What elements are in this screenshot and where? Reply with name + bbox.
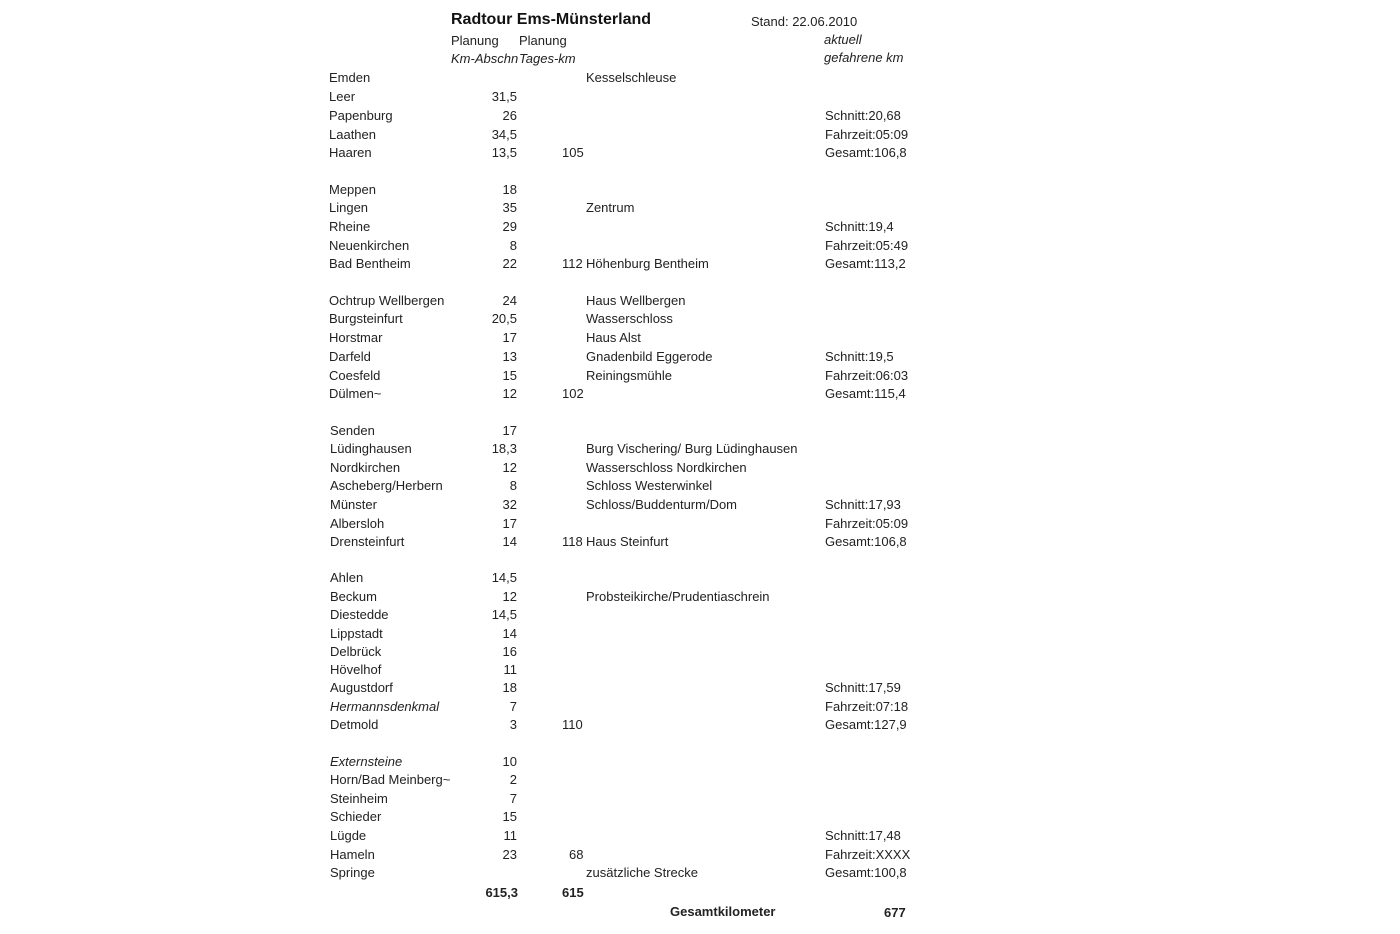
km-abschnitt: 26 xyxy=(502,108,517,123)
ride-stat: Gesamt:127,9 xyxy=(825,717,907,732)
km-abschnitt: 14,5 xyxy=(491,570,517,585)
km-abschnitt: 17 xyxy=(502,330,517,345)
place-name: Delbrück xyxy=(330,644,382,659)
sight-note: Wasserschloss Nordkirchen xyxy=(586,460,747,475)
place-name: Rheine xyxy=(329,219,371,234)
ride-stat: Schnitt:17,48 xyxy=(825,828,901,843)
place-name: Horstmar xyxy=(329,330,383,345)
km-abschnitt: 10 xyxy=(502,754,517,769)
ride-stat: Fahrzeit:XXXX xyxy=(825,847,911,862)
km-abschnitt: 14,5 xyxy=(491,607,517,622)
km-abschnitt: 12 xyxy=(502,460,517,475)
km-abschnitt: 18 xyxy=(502,182,517,197)
place-name: Senden xyxy=(330,423,375,438)
sight-note: Schloss/Buddenturm/Dom xyxy=(586,497,738,512)
ride-stat: Gesamt:106,8 xyxy=(825,145,907,160)
sight-note: Haus Steinfurt xyxy=(586,534,669,549)
sight-note: zusätzliche Strecke xyxy=(586,865,698,880)
place-name: Externsteine xyxy=(330,754,403,769)
tages-km: 102 xyxy=(562,386,584,401)
ride-stat: Fahrzeit:06:03 xyxy=(825,368,909,383)
km-abschnitt: 8 xyxy=(509,238,517,253)
tages-km: 105 xyxy=(562,145,584,160)
km-abschnitt: 35 xyxy=(502,200,517,215)
place-name: Detmold xyxy=(330,717,379,732)
ride-stat: Gesamt:106,8 xyxy=(825,534,907,549)
km-abschnitt: 12 xyxy=(502,589,517,604)
ride-stat: Schnitt:19,4 xyxy=(825,219,894,234)
gesamtkilometer-value: 677 xyxy=(884,905,906,920)
km-abschnitt: 29 xyxy=(502,219,517,234)
col-header-tages-km: Tages-km xyxy=(519,51,576,66)
km-abschnitt: 32 xyxy=(502,497,517,512)
place-name: Laathen xyxy=(329,127,376,142)
ride-stat: Schnitt:17,93 xyxy=(825,497,901,512)
km-abschnitt: 24 xyxy=(502,293,517,308)
km-abschnitt: 18 xyxy=(502,680,517,695)
place-name: Haaren xyxy=(329,145,372,160)
sight-note: Haus Alst xyxy=(586,330,641,345)
place-name: Horn/Bad Meinberg~ xyxy=(330,772,451,787)
ride-stat: Gesamt:100,8 xyxy=(825,865,907,880)
km-abschnitt: 14 xyxy=(502,626,517,641)
tages-km: 110 xyxy=(562,717,583,732)
place-name: Nordkirchen xyxy=(330,460,401,475)
place-name: Meppen xyxy=(329,182,376,197)
place-name: Bad Bentheim xyxy=(329,256,411,271)
place-name: Leer xyxy=(329,89,356,104)
km-abschnitt: 12 xyxy=(502,386,517,401)
place-name: Burgsteinfurt xyxy=(329,311,403,326)
tages-km: 118 xyxy=(562,534,583,549)
km-abschnitt: 13,5 xyxy=(491,145,517,160)
km-abschnitt: 7 xyxy=(509,699,517,714)
km-abschnitt: 8 xyxy=(509,478,517,493)
place-name: Steinheim xyxy=(330,791,388,806)
place-name: Drensteinfurt xyxy=(330,534,405,549)
tages-km: 68 xyxy=(569,847,584,862)
km-abschnitt: 22 xyxy=(502,256,517,271)
km-abschnitt: 13 xyxy=(502,349,517,364)
sight-note: Höhenburg Bentheim xyxy=(586,256,709,271)
place-name: Schieder xyxy=(330,809,382,824)
sight-note: Kesselschleuse xyxy=(586,70,677,85)
place-name: Lingen xyxy=(329,200,369,215)
km-abschnitt: 17 xyxy=(502,516,517,531)
total-tages-km: 615 xyxy=(562,885,584,900)
ride-stat: Fahrzeit:05:09 xyxy=(825,127,909,142)
place-name: Diestedde xyxy=(330,607,389,622)
sight-note: Wasserschloss xyxy=(586,311,673,326)
km-abschnitt: 34,5 xyxy=(491,127,517,142)
km-abschnitt: 3 xyxy=(509,717,517,732)
sight-note: Zentrum xyxy=(586,200,635,215)
sight-note: Haus Wellbergen xyxy=(586,293,686,308)
place-name: Darfeld xyxy=(329,349,371,364)
col-header-planung-2: Planung xyxy=(519,33,567,48)
col-header-km-abschn: Km-Abschn xyxy=(451,51,519,66)
place-name: Hövelhof xyxy=(330,662,382,677)
km-abschnitt: 2 xyxy=(509,772,517,787)
place-name: Lippstadt xyxy=(330,626,383,641)
tages-km: 112 xyxy=(562,256,583,271)
place-name: Lüdinghausen xyxy=(330,441,412,456)
place-name: Coesfeld xyxy=(329,368,381,383)
place-name: Dülmen~ xyxy=(329,386,382,401)
place-name: Augustdorf xyxy=(330,680,393,695)
place-name: Hameln xyxy=(330,847,375,862)
ride-stat: Schnitt:17,59 xyxy=(825,680,901,695)
place-name: Ochtrup Wellbergen xyxy=(329,293,445,308)
km-abschnitt: 16 xyxy=(502,644,517,659)
col-header-planung-1: Planung xyxy=(451,33,499,48)
document-title: Radtour Ems-Münsterland xyxy=(451,11,652,28)
sight-note: Reiningsmühle xyxy=(586,368,672,383)
sight-note: Schloss Westerwinkel xyxy=(586,478,713,493)
km-abschnitt: 15 xyxy=(502,809,517,824)
ride-stat: Fahrzeit:05:09 xyxy=(825,516,909,531)
gesamtkilometer-label: Gesamtkilometer xyxy=(670,904,776,919)
col-header-gefahrene-km: gefahrene km xyxy=(824,50,904,65)
place-name: Beckum xyxy=(330,589,377,604)
place-name: Emden xyxy=(329,70,371,85)
ride-stat: Fahrzeit:05:49 xyxy=(825,238,909,253)
place-name: Hermannsdenkmal xyxy=(330,699,440,714)
ride-stat: Fahrzeit:07:18 xyxy=(825,699,909,714)
sight-note: Burg Vischering/ Burg Lüdinghausen xyxy=(586,441,798,456)
km-abschnitt: 31,5 xyxy=(491,89,517,104)
ride-stat: Schnitt:19,5 xyxy=(825,349,894,364)
place-name: Lügde xyxy=(330,828,367,843)
ride-stat: Gesamt:113,2 xyxy=(825,256,906,271)
ride-stat: Gesamt:115,4 xyxy=(825,386,906,401)
km-abschnitt: 15 xyxy=(502,368,517,383)
sight-note: Probsteikirche/Prudentiaschrein xyxy=(586,589,770,604)
place-name: Münster xyxy=(330,497,377,512)
place-name: Ascheberg/Herbern xyxy=(330,478,443,493)
km-abschnitt: 17 xyxy=(502,423,517,438)
col-header-aktuell: aktuell xyxy=(824,32,862,47)
place-name: Ahlen xyxy=(330,570,364,585)
ride-stat: Schnitt:20,68 xyxy=(825,108,901,123)
km-abschnitt: 14 xyxy=(502,534,517,549)
place-name: Papenburg xyxy=(329,108,393,123)
place-name: Springe xyxy=(330,865,375,880)
km-abschnitt: 7 xyxy=(509,791,517,806)
total-km-abschn: 615,3 xyxy=(485,885,518,900)
km-abschnitt: 20,5 xyxy=(491,311,517,326)
km-abschnitt: 23 xyxy=(502,847,517,862)
km-abschnitt: 11 xyxy=(503,662,517,677)
km-abschnitt: 18,3 xyxy=(491,441,517,456)
place-name: Neuenkirchen xyxy=(329,238,410,253)
stand-date: Stand: 22.06.2010 xyxy=(751,14,858,29)
sight-note: Gnadenbild Eggerode xyxy=(586,349,713,364)
km-abschnitt: 11 xyxy=(503,828,517,843)
place-name: Albersloh xyxy=(330,516,385,531)
